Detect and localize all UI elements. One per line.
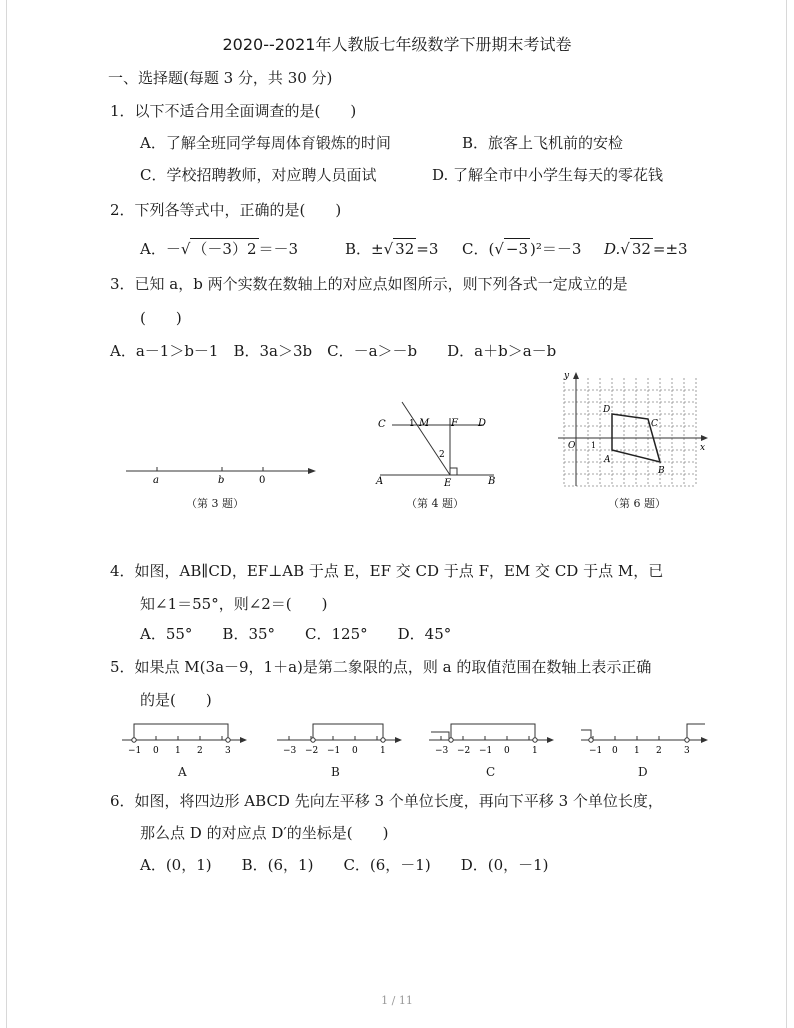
q2-c-radicand: −3 — [505, 240, 529, 258]
figure-4-parallel-lines — [372, 380, 502, 490]
q5d-tick-3: 1 — [634, 746, 640, 756]
q2-option-a — [140, 238, 298, 259]
q2-b-suffix: =3 — [416, 240, 439, 258]
page-number: 1 / 11 — [381, 994, 413, 1007]
q5c-tick-4: 0 — [504, 746, 510, 756]
q1-option-a: A．了解全班同学每周体育锻炼的时间 — [140, 134, 391, 152]
fig4-label-a: A — [376, 476, 384, 487]
q5a-tick-3: 1 — [175, 746, 181, 756]
radical-sign: √ — [494, 240, 504, 258]
figure-3-number-line — [120, 455, 320, 495]
q1-option-d: D. 了解全市中小学生每天的零花钱 — [432, 166, 664, 184]
fig6-label-b: B — [658, 466, 665, 476]
q4-stem: 4．如图，AB∥CD，EF⊥AB 于点 E，EF 交 CD 于点 F，EM 交 CD 于点 M，已 — [110, 562, 664, 580]
q5-choice-c-number-line — [425, 718, 557, 758]
fig4-label-e: E — [444, 478, 452, 489]
section-heading: 一、选择题(每题 3 分，共 30 分) — [108, 69, 333, 87]
q5d-tick-4: 2 — [656, 746, 662, 756]
q5a-tick-5: 3 — [225, 746, 231, 756]
q5a-tick-4: 2 — [197, 746, 203, 756]
fig4-label-f: F — [451, 418, 458, 429]
page-border-right — [786, 0, 787, 1028]
q1-option-c: C．学校招聘教师，对应聘人员面试 — [140, 166, 377, 184]
q5-choice-b-letter: B — [331, 765, 340, 779]
fig6-label-1: 1 — [591, 441, 597, 450]
q2-a-suffix: ＝－3 — [258, 240, 299, 258]
q5-choice-a-letter: A — [178, 765, 187, 779]
fig6-caption: （第 6 题） — [608, 497, 666, 510]
fig6-label-a: A — [604, 455, 611, 465]
fig3-caption: （第 3 题） — [186, 497, 244, 510]
q2-c-suffix: )²＝－3 — [530, 240, 582, 258]
q5-choice-c-letter: C — [486, 765, 496, 779]
q2-option-c — [462, 238, 581, 259]
q6-stem-cont: 那么点 D 的对应点 D′的坐标是( ) — [140, 824, 389, 842]
q3-stem-cont: ( ) — [140, 309, 182, 327]
q4-stem-cont: 知∠1＝55°，则∠2＝( ) — [140, 595, 328, 613]
q3-options: A．a－1＞b－1 B．3a＞3b C．－a＞－b D．a＋b＞a－b — [110, 342, 557, 360]
fig6-label-c: C — [651, 419, 658, 429]
fig4-label-m: M — [419, 418, 430, 429]
q2-a-radicand: （－3）2 — [192, 240, 257, 258]
q1-stem: 1．以下不适合用全面调查的是( ) — [110, 102, 357, 120]
radical-sign: √ — [180, 240, 191, 258]
fig4-label-c: C — [378, 419, 386, 430]
q2-stem: 2．下列各等式中，正确的是( ) — [110, 201, 342, 219]
q5b-tick-5: 1 — [380, 746, 386, 756]
q3-stem: 3．已知 a，b 两个实数在数轴上的对应点如图所示，则下列各式一定成立的是 — [110, 275, 628, 293]
fig4-label-b: B — [488, 476, 496, 487]
q5-stem-cont: 的是( ) — [140, 691, 212, 709]
q2-a-prefix: A．－ — [140, 240, 181, 258]
radical-sign: √ — [383, 240, 394, 258]
fig4-caption: （第 4 题） — [406, 497, 464, 510]
q2-d-radicand: 32 — [631, 240, 651, 258]
fig4-label-d: D — [478, 418, 487, 429]
fig6-label-y: y — [564, 371, 570, 381]
q5d-tick-5: 3 — [684, 746, 690, 756]
q5d-tick-2: 0 — [612, 746, 618, 756]
q5-stem: 5．如果点 M(3a－9，1＋a)是第二象限的点，则 a 的取值范围在数轴上表示正确 — [110, 658, 652, 676]
q5-choice-a-number-line — [118, 718, 250, 758]
q2-c-prefix: C．( — [462, 240, 495, 258]
q5-choice-b-number-line — [273, 718, 405, 758]
fig6-label-o: O — [568, 441, 576, 451]
q5c-tick-1: −3 — [435, 746, 449, 756]
q6-stem: 6．如图，将四边形 ABCD 先向左平移 3 个单位长度，再向下平移 3 个单位长度， — [110, 792, 663, 810]
q5b-tick-4: 0 — [352, 746, 358, 756]
q4-options: A．55° B．35° C．125° D．45° — [140, 625, 452, 643]
fig6-label-x: x — [700, 443, 706, 453]
q5b-tick-2: −2 — [305, 746, 319, 756]
q2-option-d — [604, 238, 688, 259]
fig6-label-d: D — [603, 405, 611, 415]
q5b-tick-3: −1 — [327, 746, 341, 756]
fig3-label-b: b — [218, 475, 225, 486]
q5-choice-d-letter: D — [638, 765, 648, 779]
q2-option-b — [345, 238, 438, 259]
fig3-label-0: 0 — [259, 475, 266, 486]
q5c-tick-2: −2 — [457, 746, 471, 756]
q5a-tick-1: −1 — [128, 746, 142, 756]
q2-d-suffix: =±3 — [652, 240, 688, 258]
page-border-left — [6, 0, 7, 1028]
figure-6-coordinate-grid — [556, 370, 712, 490]
exam-title: 2020--2021年人教版七年级数学下册期末考试卷 — [222, 35, 572, 54]
q2-d-prefix: D. — [604, 240, 621, 258]
q2-b-radicand: 32 — [395, 240, 415, 258]
fig3-label-a: a — [153, 475, 159, 486]
q5a-tick-2: 0 — [153, 746, 159, 756]
q1-option-b: B．旅客上飞机前的安检 — [462, 134, 624, 152]
q5c-tick-3: −1 — [479, 746, 493, 756]
q5b-tick-1: −3 — [283, 746, 297, 756]
q5d-tick-1: −1 — [589, 746, 603, 756]
q2-b-prefix: B．± — [345, 240, 384, 258]
radical-sign: √ — [620, 240, 630, 258]
q6-options: A．(0，1) B．(6，1) C．(6，－1) D．(0，－1) — [140, 856, 549, 874]
q5-choice-d-number-line — [577, 718, 713, 758]
fig4-label-2: 2 — [439, 450, 445, 460]
fig4-label-1: 1 — [409, 419, 415, 429]
q5c-tick-5: 1 — [532, 746, 538, 756]
